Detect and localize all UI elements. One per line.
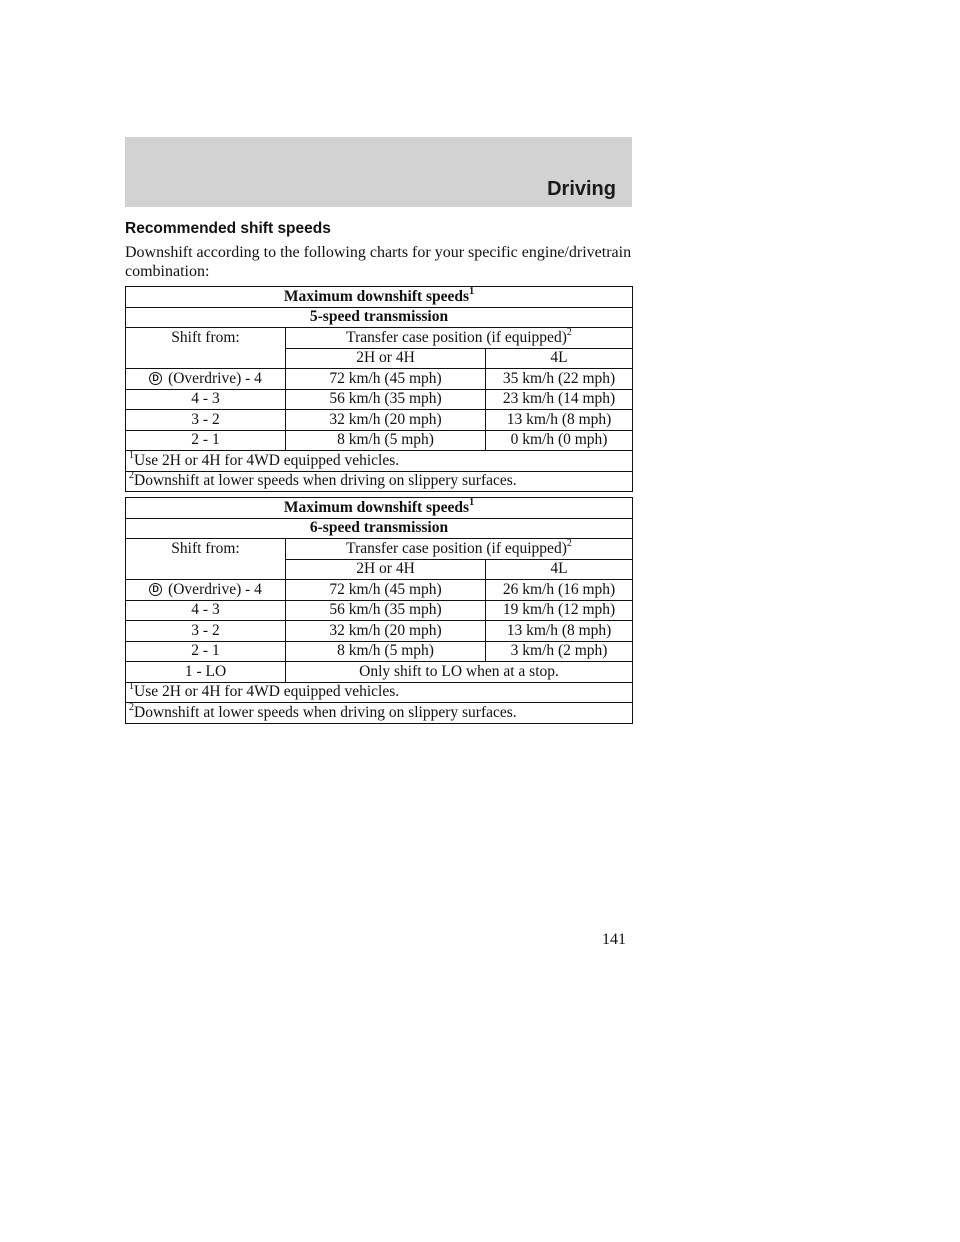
shift-cell: D (Overdrive) - 4: [126, 369, 286, 390]
speed-4l: 13 km/h (8 mph): [486, 621, 633, 642]
intro-paragraph: Downshift according to the following charts for your specific engine/drivetrain combination:: [125, 244, 632, 280]
section-title: Driving: [547, 178, 616, 200]
column-header-4l: 4L: [486, 559, 633, 580]
shift-cell: 3 - 2: [126, 410, 286, 431]
table-row: [126, 621, 633, 642]
table-subtitle: 5-speed transmission: [126, 307, 633, 328]
table-subtitle: 6-speed transmission: [126, 518, 633, 539]
column-header-2h-4h: 2H or 4H: [286, 559, 486, 580]
speed-2h-4h: 8 km/h (5 mph): [286, 430, 486, 451]
shift-cell: 3 - 2: [126, 621, 286, 642]
table-row: [126, 430, 633, 451]
table-title: Maximum downshift speeds$^1$: [126, 498, 633, 519]
speed-4l: 0 km/h (0 mph): [486, 430, 633, 451]
shift-cell: 1 - LO: [126, 662, 286, 683]
table-row: [126, 600, 633, 621]
page-number: 141: [602, 931, 626, 948]
overdrive-d-icon: D: [149, 583, 162, 596]
speed-2h-4h: 56 km/h (35 mph): [286, 600, 486, 621]
footnote: $^1$Use 2H or 4H for 4WD equipped vehicles.: [126, 682, 633, 703]
shift-from-label: Shift from:: [126, 328, 286, 349]
overdrive-d-icon: D: [149, 372, 162, 385]
table-row: [126, 641, 633, 662]
shift-cell: 2 - 1: [126, 430, 286, 451]
table-row: [126, 369, 633, 390]
shift-cell: 4 - 3: [126, 389, 286, 410]
table-row: [126, 410, 633, 431]
shift-speeds-table-5-speed: [125, 286, 633, 492]
footnote: $^2$Downshift at lower speeds when driving on slippery surfaces.: [126, 471, 633, 492]
shift-from-label: Shift from:: [126, 539, 286, 560]
speed-2h-4h: 72 km/h (45 mph): [286, 369, 486, 390]
transfer-case-header: Transfer case position (if equipped)$^2$: [286, 328, 633, 349]
shift-cell: 4 - 3: [126, 600, 286, 621]
speed-2h-4h: 32 km/h (20 mph): [286, 410, 486, 431]
speed-4l: 23 km/h (14 mph): [486, 389, 633, 410]
speed-2h-4h: 8 km/h (5 mph): [286, 641, 486, 662]
speed-4l: 19 km/h (12 mph): [486, 600, 633, 621]
speed-4l: 3 km/h (2 mph): [486, 641, 633, 662]
section-header-band: [125, 137, 632, 207]
table-row: [126, 580, 633, 601]
page-heading: Recommended shift speeds: [125, 220, 331, 237]
table-row: [126, 662, 633, 683]
speed-2h-4h: 72 km/h (45 mph): [286, 580, 486, 601]
lo-note: Only shift to LO when at a stop.: [286, 662, 633, 683]
footnote: $^1$Use 2H or 4H for 4WD equipped vehicles.: [126, 451, 633, 472]
speed-2h-4h: 32 km/h (20 mph): [286, 621, 486, 642]
speed-4l: 35 km/h (22 mph): [486, 369, 633, 390]
shift-cell: D (Overdrive) - 4: [126, 580, 286, 601]
shift-speeds-table-6-speed: [125, 497, 633, 724]
speed-4l: 26 km/h (16 mph): [486, 580, 633, 601]
footnote: $^2$Downshift at lower speeds when driving on slippery surfaces.: [126, 703, 633, 724]
table-title: Maximum downshift speeds$^1$: [126, 287, 633, 308]
column-header-4l: 4L: [486, 348, 633, 369]
table-row: [126, 389, 633, 410]
speed-4l: 13 km/h (8 mph): [486, 410, 633, 431]
shift-cell: 2 - 1: [126, 641, 286, 662]
column-header-2h-4h: 2H or 4H: [286, 348, 486, 369]
speed-2h-4h: 56 km/h (35 mph): [286, 389, 486, 410]
transfer-case-header: Transfer case position (if equipped)$^2$: [286, 539, 633, 560]
